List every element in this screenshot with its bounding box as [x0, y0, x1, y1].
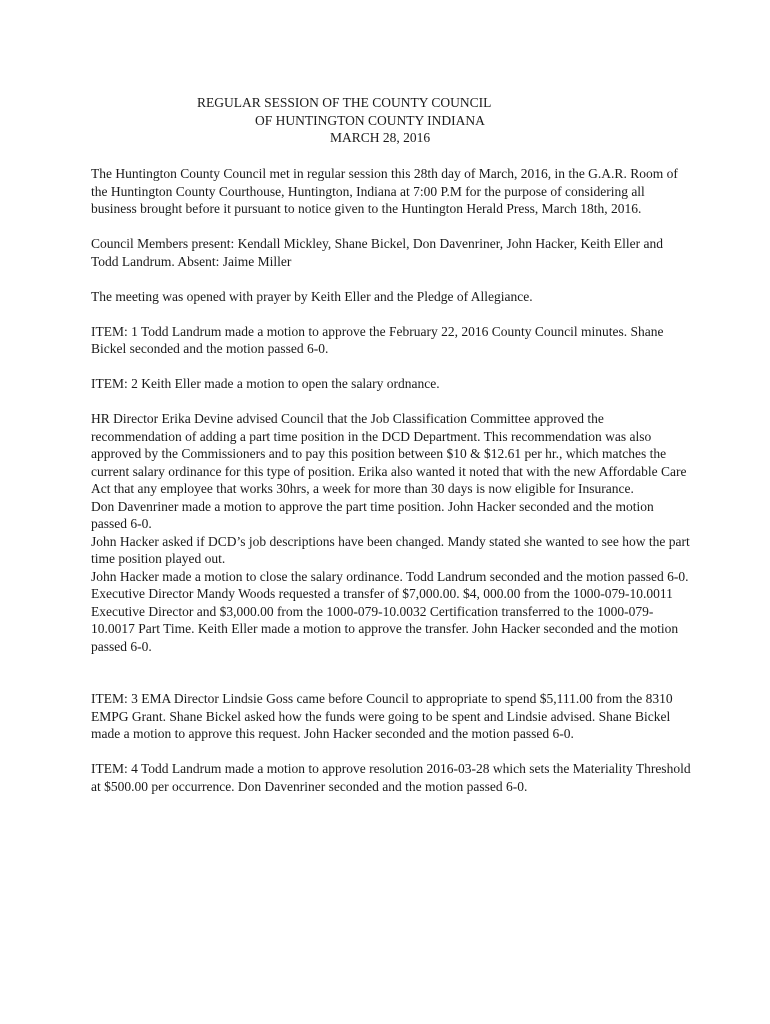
hacker-close-paragraph: John Hacker made a motion to close the salary ordinance. Todd Landrum seconded and the motion passed 6-0.: [91, 568, 689, 584]
item-3-paragraph: ITEM: 3 EMA Director Lindsie Goss came before Council to appropriate to spend $5,111.00 from the 8310 EMPG Grant. Shane Bickel asked how the funds were going to be spent and Lindsie advised. Shane Bickel made a motion to approve this request. John Hacker seconded and the motion passed 6-0.: [91, 691, 673, 741]
item-1-paragraph: ITEM: 1 Todd Landrum made a motion to approve the February 22, 2016 County Council minutes. Shane Bickel seconded and the motion passed 6-0.: [91, 323, 664, 356]
intro-paragraph: The Huntington County Council met in regular session this 28th day of March, 2016, in the G.A.R. Room of the Huntington County Courthouse, Huntington, Indiana at 7:00 P.M for the purpose of considering all business brought before it pursuant to notice given to the Huntington Herald Press, March 18th, 2016.: [91, 166, 678, 216]
heading-date: MARCH 28, 2016: [330, 130, 431, 145]
heading-line-2: OF HUNTINGTON COUNTY INDIANA: [255, 112, 485, 128]
hr-director-paragraph: HR Director Erika Devine advised Council that the Job Classification Committee approved the recommendation of adding a part time position in the DCD Department. This recommendation was also approved by the Commissioners and to pay this position between $10 & $12.61 per hr., which matches the current salary ordinance for this type of position. Erika also wanted it noted that with the new Affordable Care Act that any employee that works 30hrs, a week for more than 30 days is now eligible for Insurance.: [91, 411, 687, 496]
woods-transfer-paragraph: Executive Director Mandy Woods requested a transfer of $7,000.00. $4, 000.00 from the 1000-079-10.0011 Executive Director and $3,000.00 from the 1000-079-10.0032 Certification transferred to the 1000-079-10.0017 Part Time. Keith Eller made a motion to approve the transfer. John Hacker seconded and the motion passed 6-0.: [91, 586, 679, 654]
prayer-paragraph: The meeting was opened with prayer by Keith Eller and the Pledge of Allegiance.: [91, 288, 533, 304]
document-heading: [0, 94, 770, 147]
heading-line-1: REGULAR SESSION OF THE COUNTY COUNCIL: [197, 95, 492, 110]
members-paragraph: Council Members present: Kendall Mickley, Shane Bickel, Don Davenriner, John Hacker, Keith Eller and Todd Landrum. Absent: Jaime Miller: [91, 236, 664, 269]
item-2-paragraph: ITEM: 2 Keith Eller made a motion to open the salary ordnance.: [91, 376, 440, 391]
hacker-question-paragraph: John Hacker asked if DCD’s job descriptions have been changed. Mandy stated she wanted to see how the part time position played out.: [91, 533, 690, 566]
davenriner-motion-paragraph: Don Davenriner made a motion to approve the part time position. John Hacker seconded and the motion passed 6-0.: [91, 498, 654, 531]
item-4-paragraph: ITEM: 4 Todd Landrum made a motion to approve resolution 2016-03-28 which sets the Materiality Threshold at $500.00 per occurrence. Don Davenriner seconded and the motion passed 6-0.: [91, 761, 691, 794]
minutes-body: [91, 165, 691, 813]
